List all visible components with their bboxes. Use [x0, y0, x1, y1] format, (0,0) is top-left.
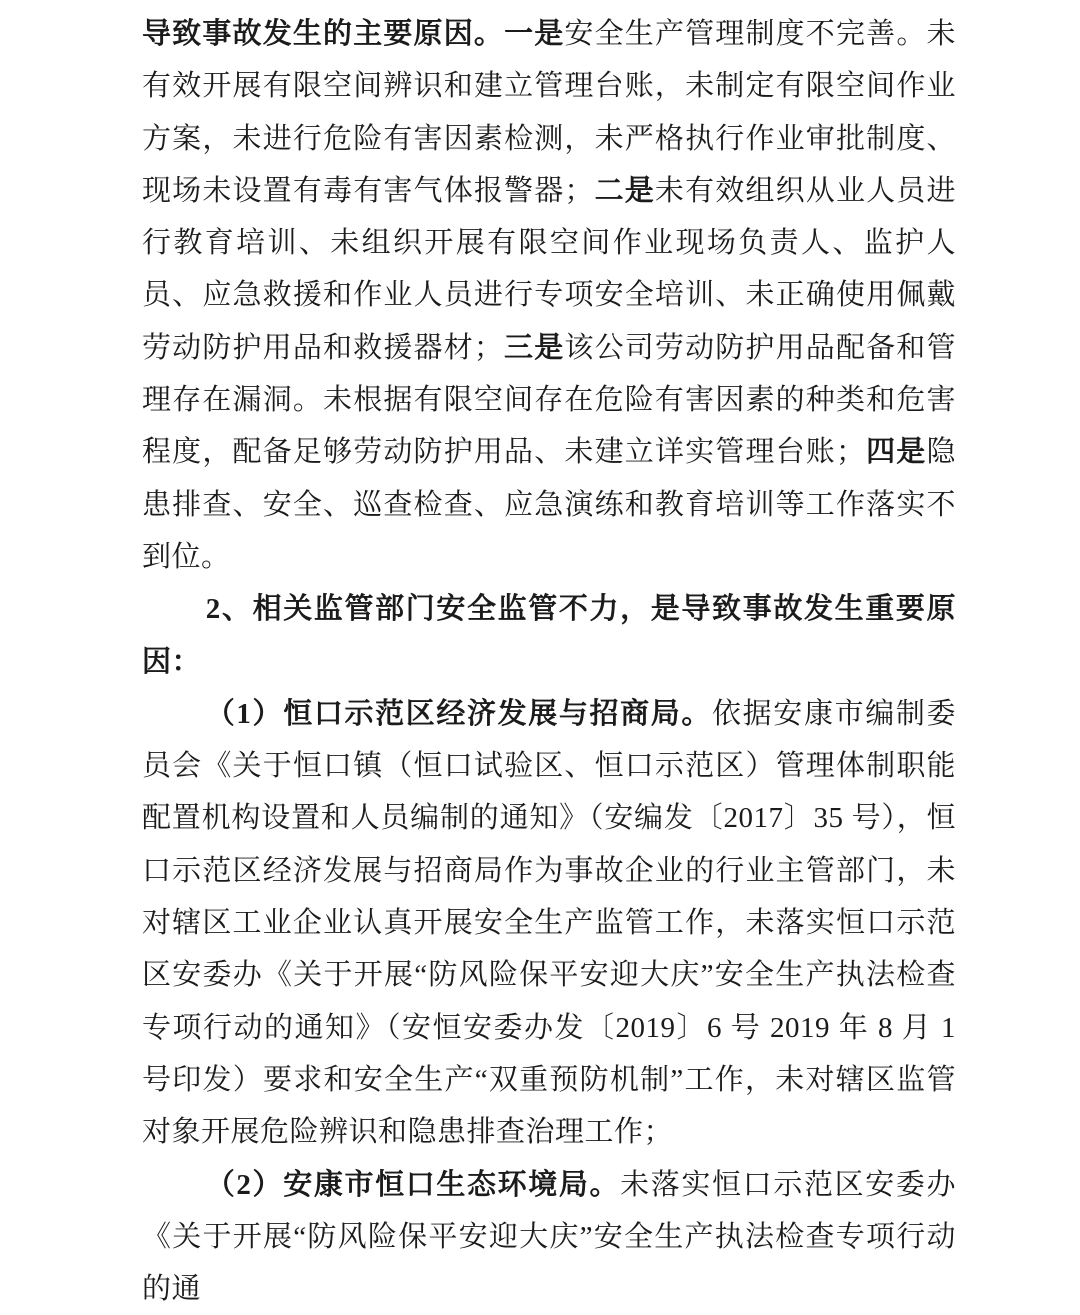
emphasis-text-run: （1）恒口示范区经济发展与招商局。 — [205, 697, 713, 730]
emphasis-text-run: 2、相关监管部门安全监管不力，是导致事故发生重要原因： — [142, 593, 956, 678]
text-run: 未落实恒口示范区安委办《关于开展“防风险保平安迎大庆”安全生产执法检查专项行动的通 — [142, 1168, 956, 1306]
emphasis-text-run: 四是 — [865, 436, 927, 469]
text-run: 隐患排查、安全、巡查检查、应急演练和教育培训等工作落实不到位。 — [142, 436, 956, 573]
paragraph — [142, 1159, 956, 1315]
text-run: 安全生产管理制度不完善。未有效开展有限空间辨识和建立管理台账，未制定有限空间作业方案，未进行危险有害因素检测，未严格执行作业审批制度、现场未设置有毒有害气体报警器； — [142, 18, 956, 207]
emphasis-text-run: 二是 — [593, 174, 655, 207]
emphasis-text-run: 导致事故发生的主要原因。一是 — [142, 18, 565, 50]
paragraph — [142, 8, 956, 583]
text-run: 该公司劳动防护用品配备和管理存在漏洞。未根据有限空间存在危险有害因素的种类和危害程度，配备足够劳动防护用品、未建立详实管理台账； — [142, 331, 956, 469]
emphasis-text-run: （2）安康市恒口生态环境局。 — [205, 1168, 621, 1201]
emphasis-text-run: 三是 — [503, 331, 565, 364]
paragraph — [142, 583, 956, 688]
text-run: 未有效组织从业人员进行教育培训、未组织开展有限空间作业现场负责人、监护人员、应急救援和作业人员进行专项安全培训、未正确使用佩戴劳动防护用品和救援器材； — [142, 174, 956, 364]
document-body — [142, 8, 956, 1315]
text-run: 依据安康市编制委员会《关于恒口镇（恒口试验区、恒口示范区）管理体制职能配置机构设置和人员编制的通知》（安编发〔2017〕35 号），恒口示范区经济发展与招商局作为事故企业的行业主管部门，未对辖区工业企业认真开展安全生产监管工作，未落实恒口示范区安委办《关于开展“防风险保平安迎大庆”安全生产执法检查专项行动的通知》（安恒安委办发〔2019〕6 号 2019 年 8 月 1 号印发）要求和安全生产“双重预防机制”工作，未对辖区监管对象开展危险辨识和隐患排查治理工作； — [142, 697, 956, 1149]
paragraph — [142, 688, 956, 1159]
